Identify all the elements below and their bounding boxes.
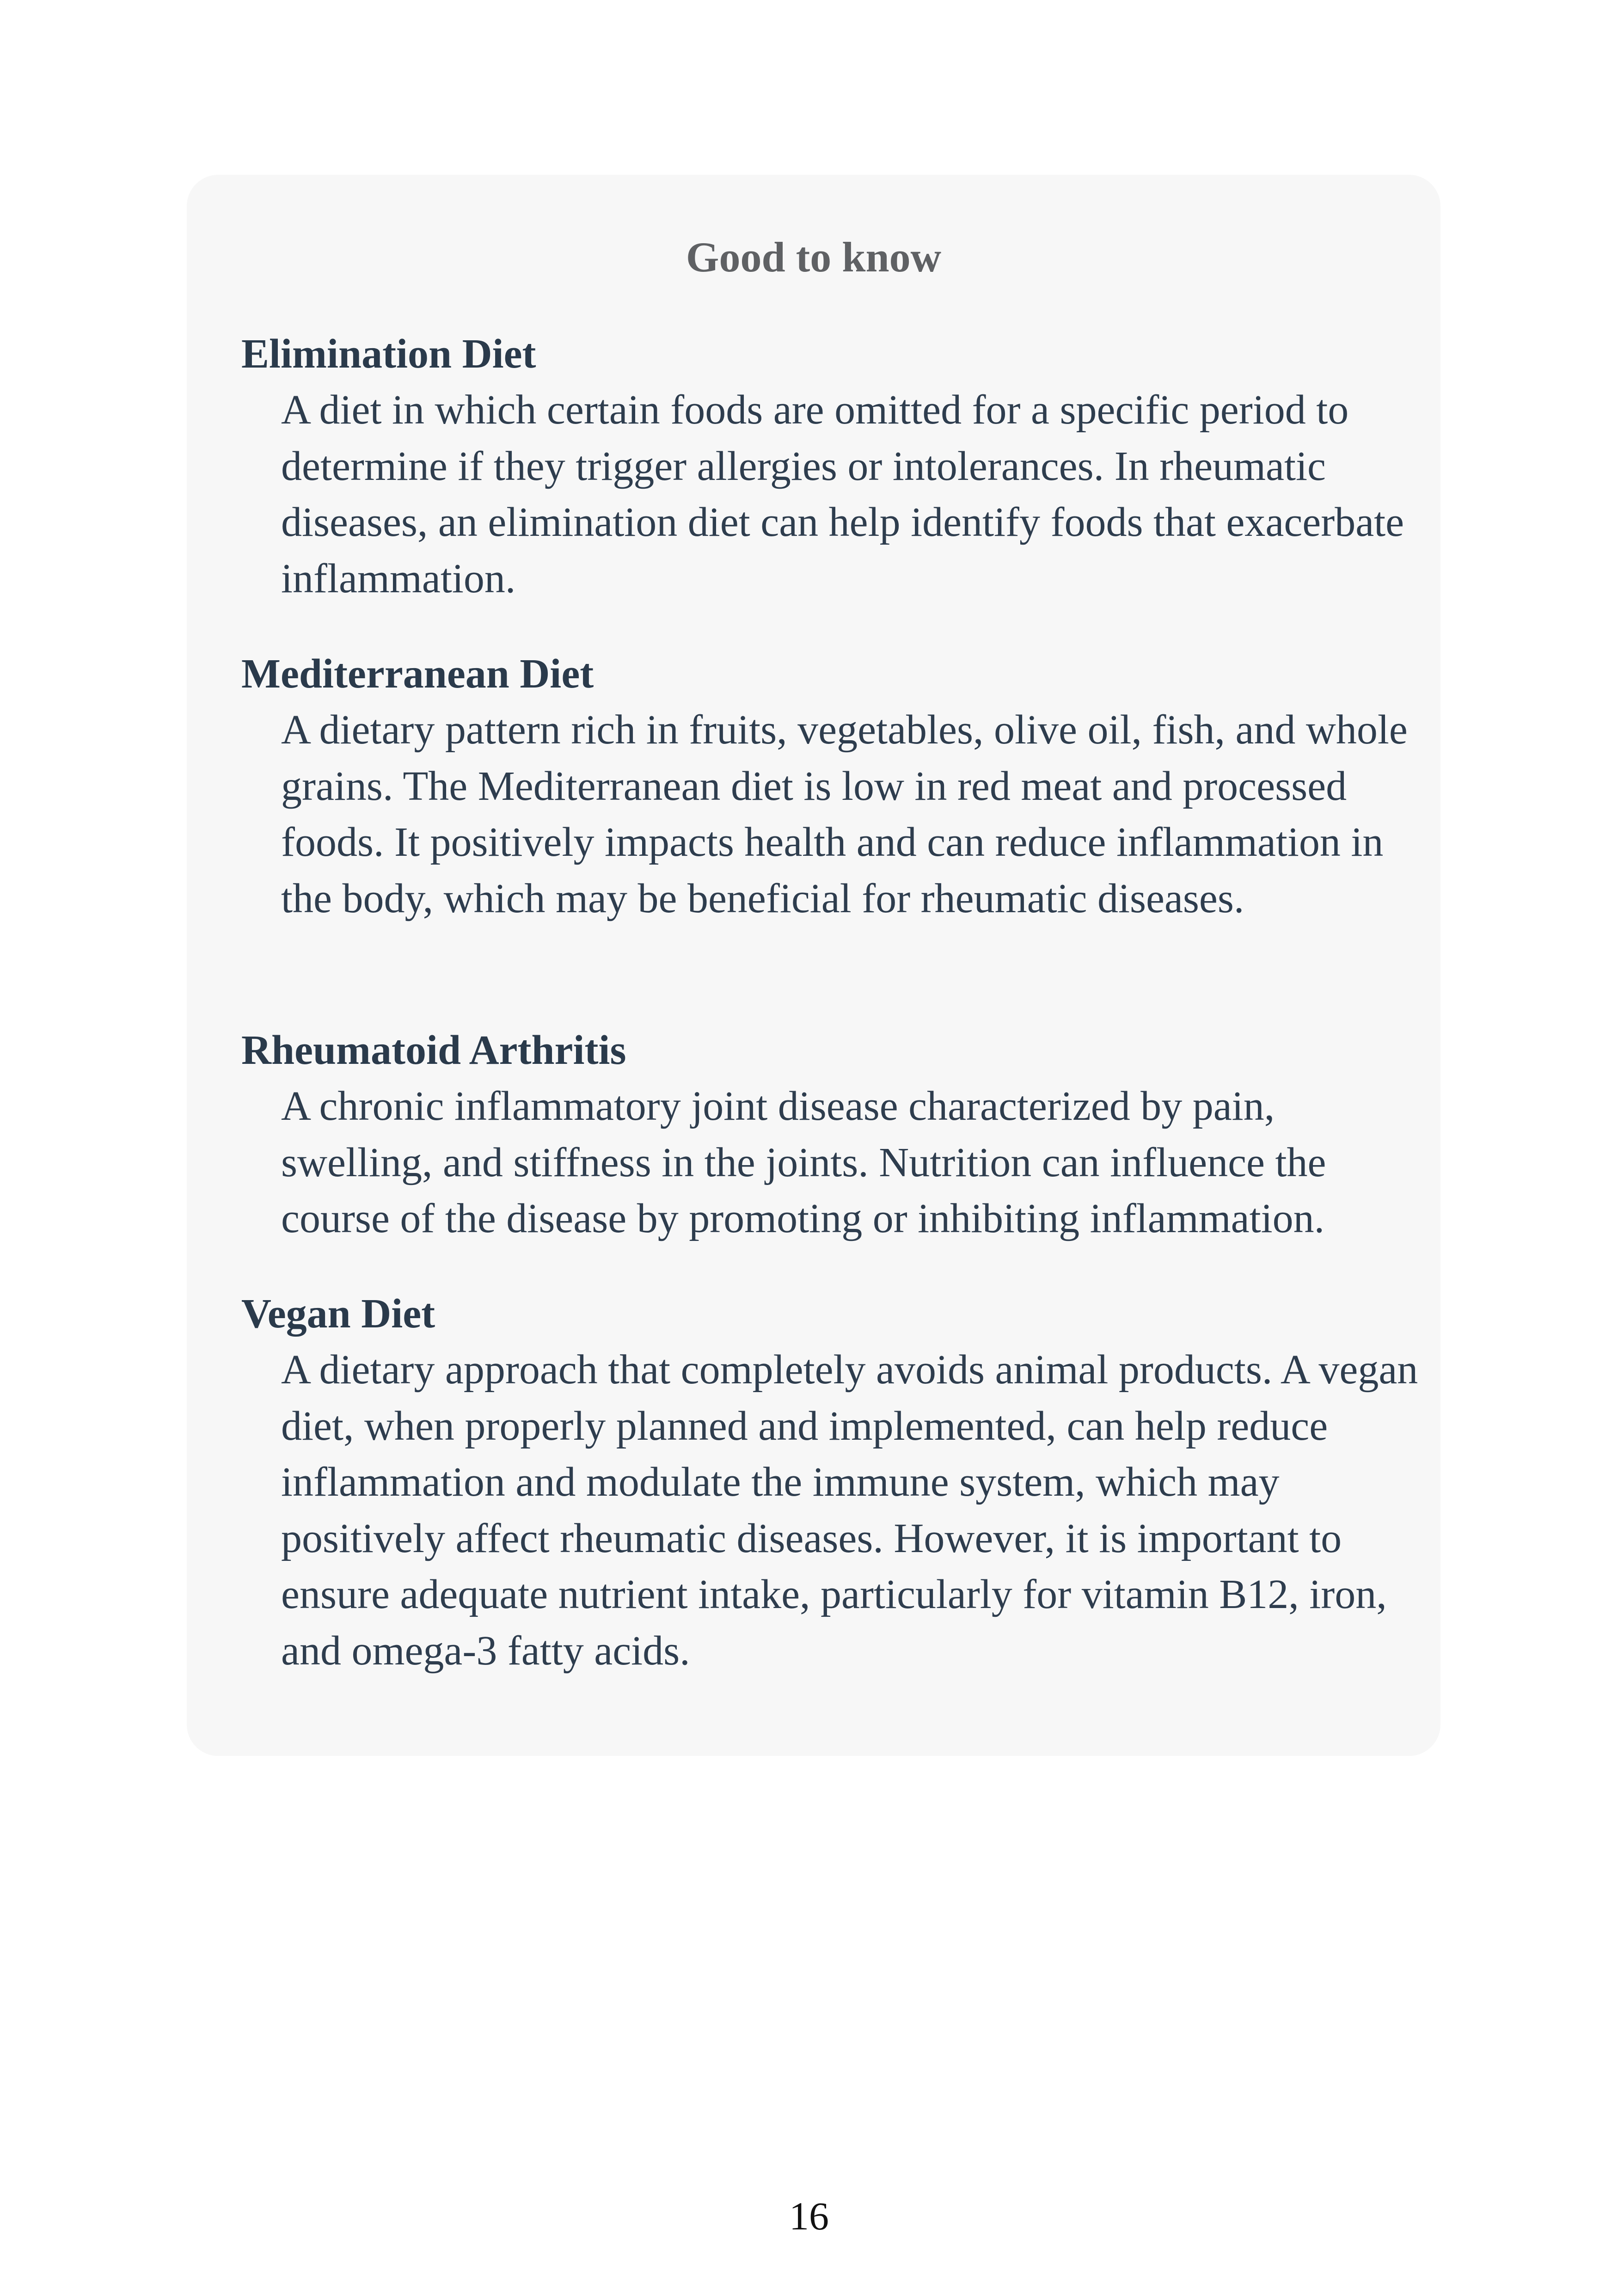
- term-title-vegan-diet: Vegan Diet: [241, 1291, 435, 1337]
- term-description-mediterranean-diet: A dietary pattern rich in fruits, vegetables, olive oil, fish, and whole grains. The Mediterranean diet is low in red meat and processed foods. It positively impacts health and can reduce inflammation in the body, which may be beneficial for rheumatic diseases.: [281, 707, 1408, 921]
- good-to-know-box: [187, 175, 1440, 1756]
- box-title: Good to know: [686, 233, 942, 281]
- term-description-rheumatoid-arthritis: A chronic inflammatory joint disease characterized by pain, swelling, and stiffness in the joints. Nutrition can influence the course of the disease by promoting or inhibiting inflammation.: [281, 1083, 1326, 1241]
- term-title-elimination-diet: Elimination Diet: [241, 331, 536, 377]
- page-number: 16: [789, 2194, 829, 2238]
- term-description-elimination-diet: A diet in which certain foods are omitted for a specific period to determine if they trigger allergies or intolerances. In rheumatic diseases, an elimination diet can help identify foods that exacerbate inflammation.: [281, 387, 1404, 602]
- term-description-vegan-diet: A dietary approach that completely avoids animal products. A vegan diet, when properly planned and implemented, can help reduce inflammation and modulate the immune system, which may positively affect rheumatic diseases. However, it is important to ensure adequate nutrient intake, particularly for vitamin B12, iron, and omega-3 fatty acids.: [281, 1347, 1418, 1674]
- term-title-rheumatoid-arthritis: Rheumatoid Arthritis: [241, 1027, 626, 1073]
- term-title-mediterranean-diet: Mediterranean Diet: [241, 651, 594, 697]
